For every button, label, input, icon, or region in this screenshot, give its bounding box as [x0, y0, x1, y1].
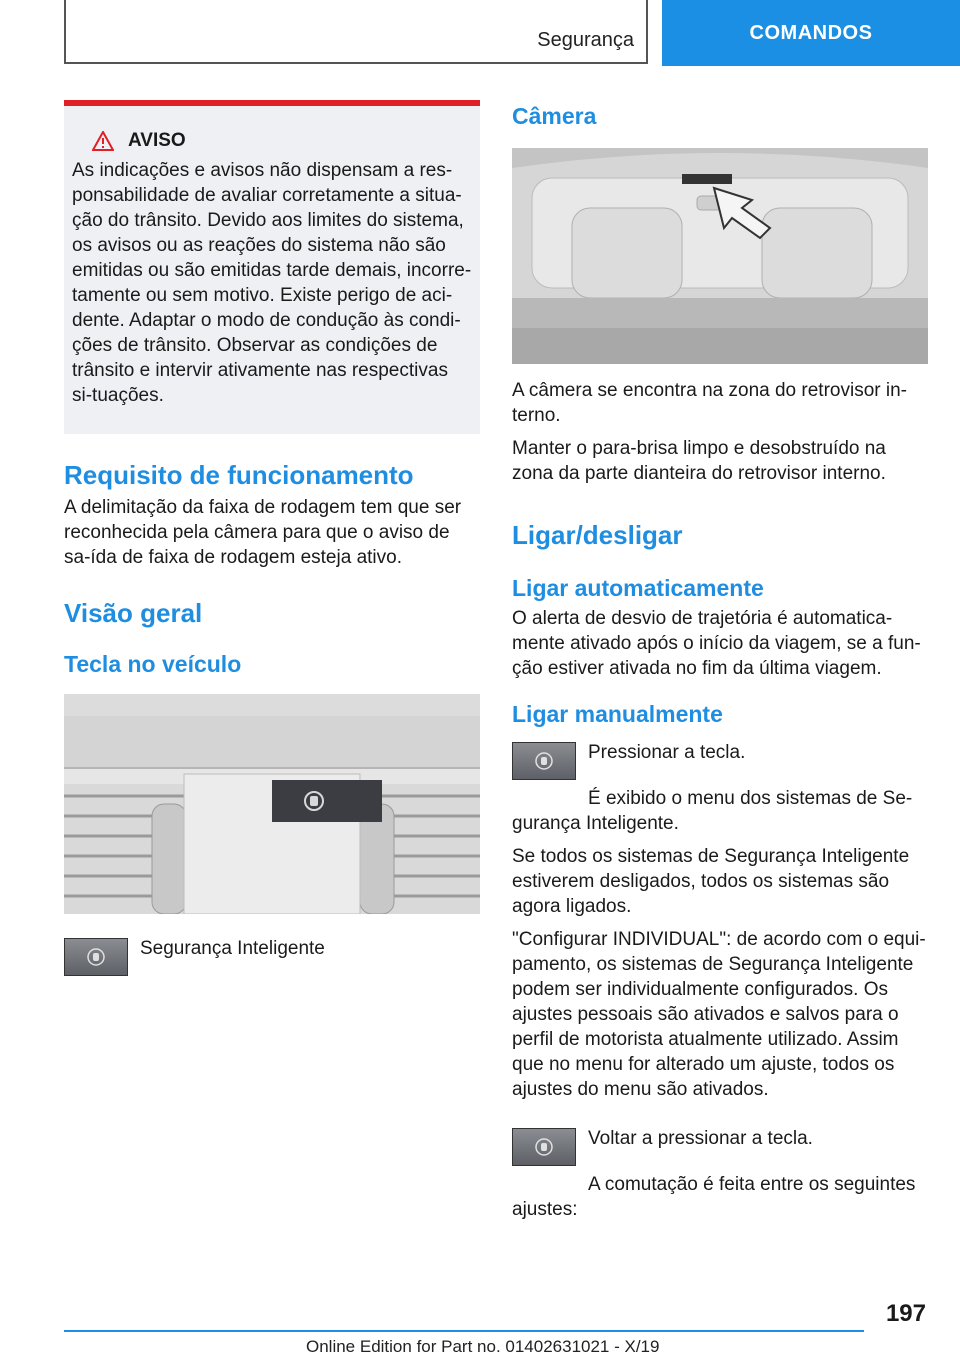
safety-assist-button-icon	[512, 742, 576, 780]
section-title: Segurança	[537, 29, 634, 51]
heading-requisito: Requisito de funcionamento	[64, 460, 414, 490]
manual-paragraph-1: Se todos os sistemas de Segurança Inteligente estiverem desligados, todos os sistemas são agora ligados.	[512, 846, 910, 917]
manual-paragraph-2: "Configurar INDIVIDUAL": de acordo com o equi-pamento, os sistemas de Segurança Inteligente podem ser individualmente configurados. Os ajustes pessoais são ativados e salvos para o perfil de motorista atualmente utilizado. Assim que no menu for alterado um ajuste, todos os ajustes do menu são ativados.	[512, 929, 926, 1100]
heading-ligar-desligar: Ligar/desligar	[512, 520, 683, 550]
manual-step-2b-text: A comutação é feita entre os seguintes ajustes:	[512, 1174, 916, 1220]
manual-step-2	[512, 1126, 928, 1166]
footer-divider	[64, 1330, 864, 1332]
dashboard-button-image	[64, 694, 480, 914]
camera-location-image	[512, 148, 928, 364]
manual-step-1-text: Pressionar a tecla.	[588, 742, 746, 763]
safety-assist-button-icon	[512, 1128, 576, 1166]
footer-edition: Online Edition for Part no. 01402631021 - X/19	[306, 1337, 660, 1356]
heading-ligar-manual: Ligar manualmente	[512, 701, 723, 727]
warning-box	[64, 100, 480, 434]
chapter-tab	[662, 0, 960, 66]
key-segurança-row	[64, 936, 480, 976]
warning-text: As indicações e avisos não dispensam a res-ponsabilidade de avaliar corretamente a situa-ção do trânsito. Devido aos limites do sistema, os avisos ou as reações do sistema não são emitidas ou são emitidas tarde demais, incorre-tamente ou sem motivo. Existe perigo de aci-dente. Adaptar o modo de condução às condi-ções de trânsito. Observar as condições de trânsito e intervir ativamente nas respectivas si-tuações.	[72, 160, 472, 406]
manual-step-1b-text: É exibido o menu dos sistemas de Se-gurança Inteligente.	[512, 788, 913, 834]
left-air-vent	[64, 784, 186, 914]
key-label: Segurança Inteligente	[140, 938, 325, 959]
camera-text-1: A câmera se encontra na zona do retrovisor in-terno.	[512, 380, 907, 426]
requisito-text: A delimitação da faixa de rodagem tem que ser reconhecida pela câmera para que o aviso de sa-ída de faixa de rodagem esteja ativo.	[64, 497, 462, 568]
right-column	[512, 100, 928, 1222]
chapter-title: COMANDOS	[749, 21, 873, 44]
warning-title: AVISO	[128, 130, 186, 151]
ligar-auto-text: O alerta de desvio de trajetória é automatica-mente ativado após o início da viagem, se a fun-ção estiver ativada no fim da última viagem.	[512, 608, 921, 679]
heading-visao-geral: Visão geral	[64, 598, 203, 628]
safety-assist-button-icon	[64, 938, 128, 976]
camera-text-2: Manter o para-brisa limpo e desobstruído na zona da parte dianteira do retrovisor interno.	[512, 438, 886, 484]
page-number: 197	[885, 1300, 926, 1327]
heading-ligar-auto: Ligar automaticamente	[512, 575, 764, 601]
warning-header	[72, 130, 472, 152]
heading-camera: Câmera	[512, 103, 597, 129]
manual-step-1	[512, 740, 928, 780]
dashboard-illustration	[64, 694, 480, 914]
header-section-tab	[64, 0, 648, 64]
warning-triangle-icon	[92, 131, 114, 151]
rear-view-illustration	[512, 148, 928, 364]
manual-step-2-text: Voltar a pressionar a tecla.	[588, 1128, 813, 1149]
left-column	[64, 100, 480, 976]
heading-tecla: Tecla no veículo	[64, 651, 242, 677]
